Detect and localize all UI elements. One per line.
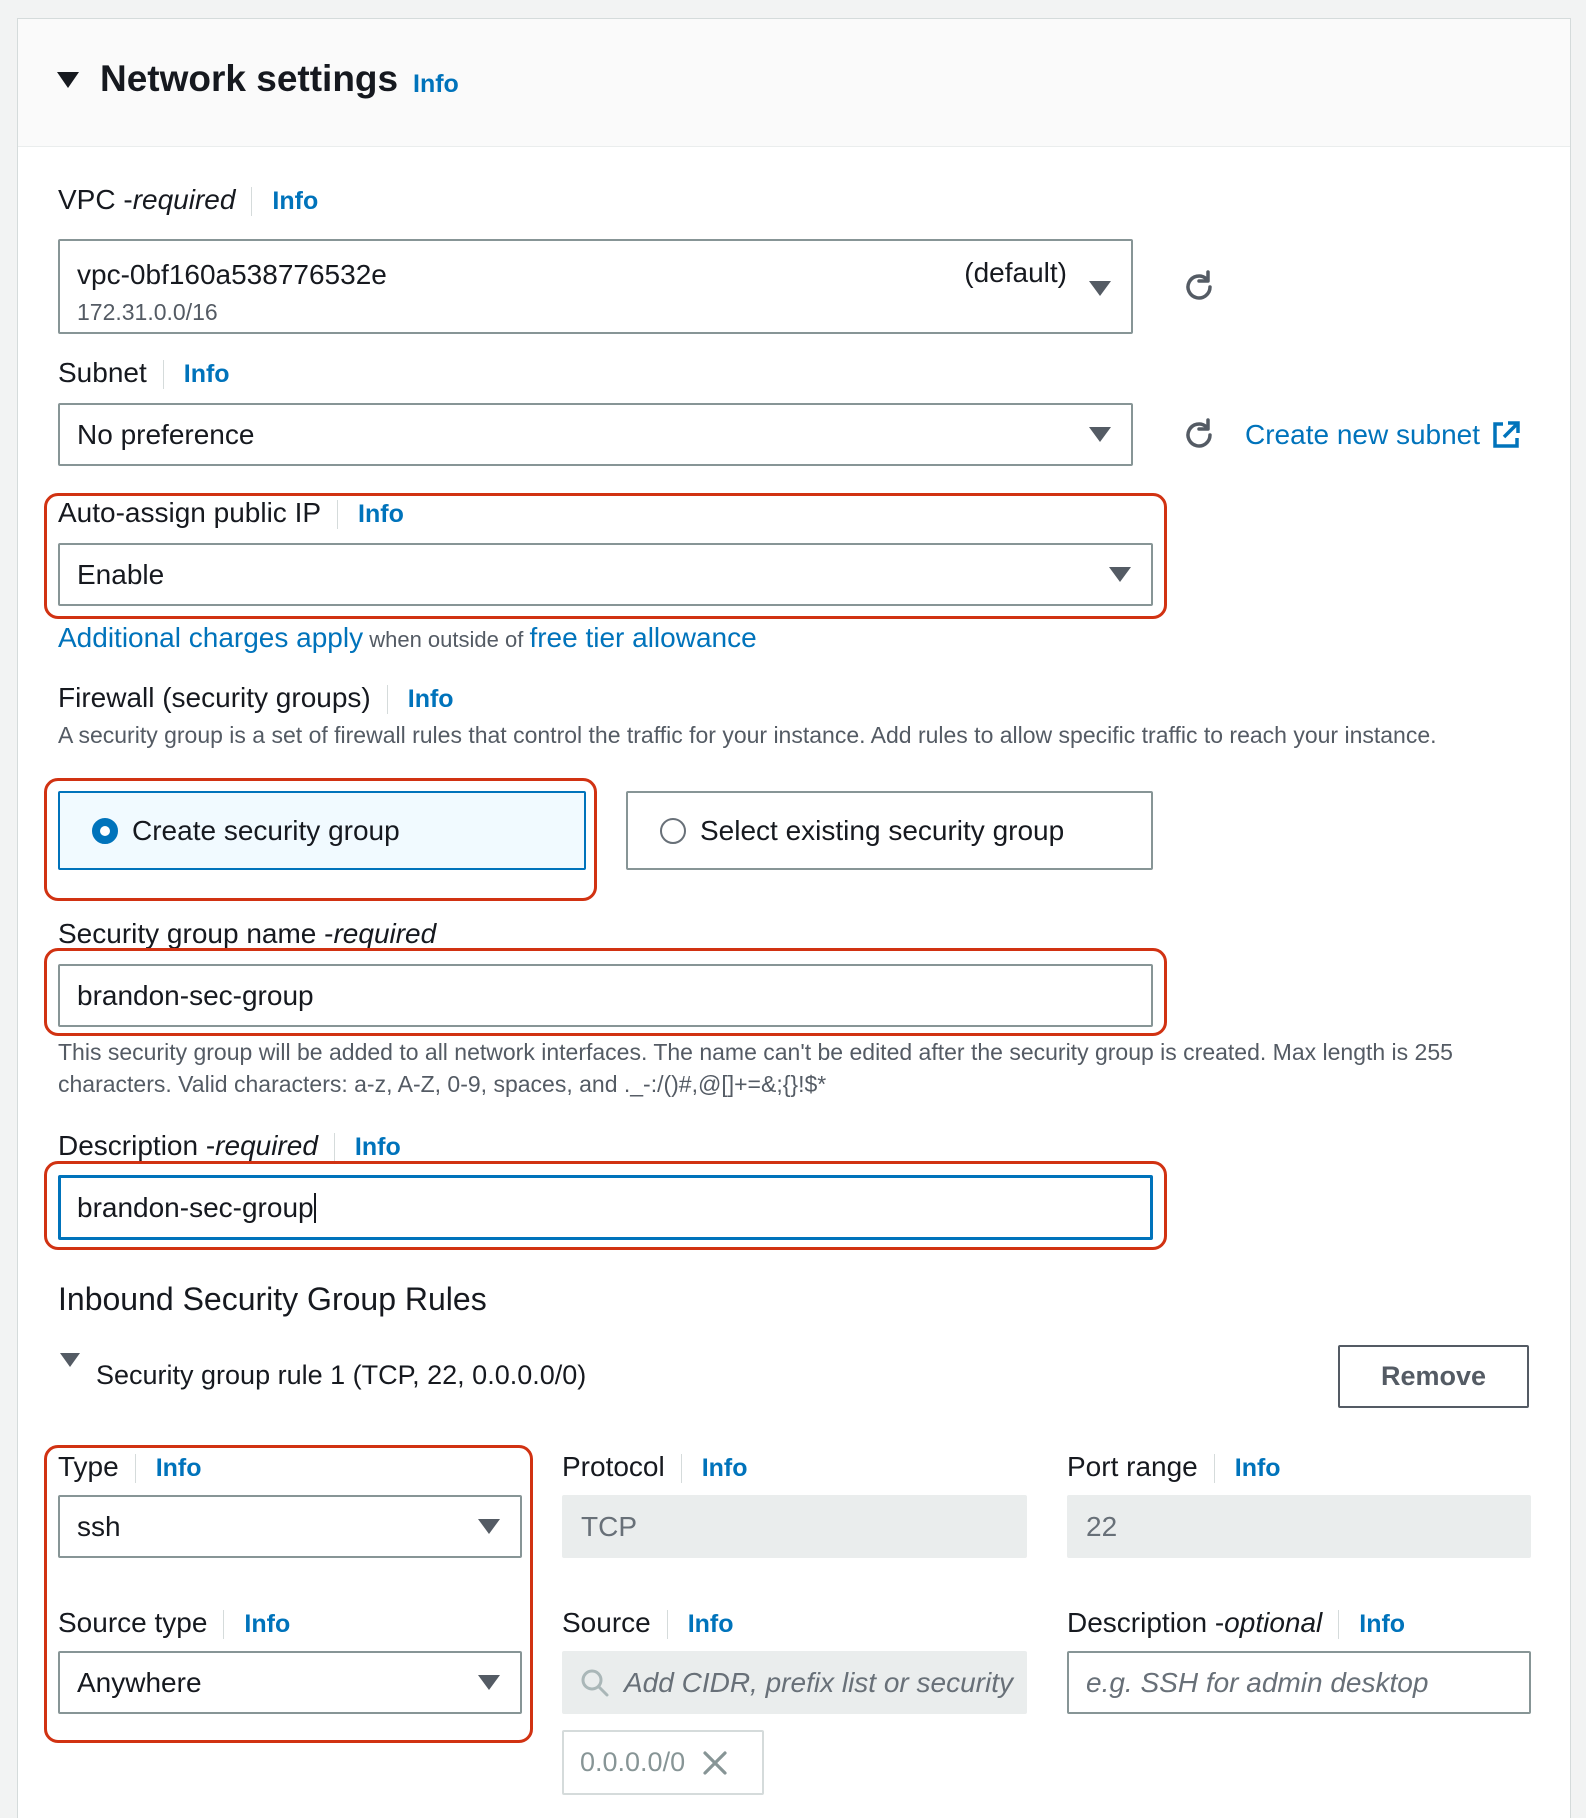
source-info-link[interactable]: Info — [667, 1610, 734, 1639]
radio-selected-icon[interactable] — [92, 818, 118, 844]
subnet-refresh-icon[interactable] — [1181, 417, 1217, 453]
subnet-select[interactable] — [58, 403, 1133, 466]
rule-description-info-link[interactable]: Info — [1338, 1610, 1405, 1639]
type-select-value: ssh — [77, 1510, 121, 1542]
create-security-group-option[interactable] — [58, 791, 586, 870]
port-range-info-link[interactable]: Info — [1214, 1454, 1281, 1483]
charges-note — [58, 622, 757, 654]
chevron-down-icon — [1109, 567, 1131, 582]
auto-ip-select[interactable] — [58, 543, 1153, 606]
auto-ip-info-link[interactable]: Info — [337, 500, 404, 529]
external-link-icon — [1490, 419, 1522, 451]
sg-name-input[interactable] — [58, 964, 1153, 1027]
chevron-down-icon — [478, 1675, 500, 1690]
sg-name-label-required: required — [333, 918, 437, 949]
vpc-label — [58, 184, 318, 216]
create-new-subnet-text[interactable]: Create new subnet — [1245, 419, 1481, 450]
type-info-link[interactable]: Info — [135, 1454, 202, 1483]
rule-description-placeholder: e.g. SSH for admin desktop — [1086, 1666, 1429, 1698]
radio-unselected-icon[interactable] — [660, 818, 686, 844]
description-label-required: required — [215, 1130, 318, 1161]
charges-note-text: when outside of — [363, 627, 530, 652]
port-range-value: 22 — [1086, 1510, 1118, 1542]
protocol-value: TCP — [581, 1510, 637, 1542]
vpc-default-tag: (default) — [964, 257, 1067, 288]
search-icon — [580, 1668, 610, 1698]
header-info-link[interactable]: Info — [413, 70, 459, 98]
rule-description-input[interactable] — [1067, 1651, 1531, 1714]
subnet-label-text: Subnet — [58, 357, 147, 388]
sg-name-value: brandon-sec-group — [77, 979, 314, 1011]
vpc-label-text: VPC - — [58, 184, 133, 215]
additional-charges-link[interactable]: Additional charges apply — [58, 622, 364, 653]
protocol-info-link[interactable]: Info — [681, 1454, 748, 1483]
subnet-label — [58, 357, 230, 389]
description-label — [58, 1130, 401, 1162]
type-label-text: Type — [58, 1451, 119, 1482]
protocol-field — [562, 1495, 1027, 1558]
vpc-cidr: 172.31.0.0/16 — [77, 299, 218, 325]
text-cursor — [314, 1193, 316, 1223]
free-tier-link[interactable]: free tier allowance — [529, 622, 757, 653]
chevron-down-icon — [478, 1519, 500, 1534]
collapse-caret-icon[interactable] — [57, 72, 79, 88]
vpc-select-value: vpc-0bf160a538776532e — [77, 259, 387, 290]
source-type-label-text: Source type — [58, 1607, 208, 1638]
port-range-label — [1067, 1451, 1281, 1483]
firewall-info-link[interactable]: Info — [387, 685, 454, 714]
firewall-label — [58, 682, 454, 714]
create-sg-label: Create security group — [132, 814, 400, 846]
source-type-select[interactable] — [58, 1651, 522, 1714]
subnet-select-value: No preference — [77, 418, 255, 450]
protocol-label-text: Protocol — [562, 1451, 665, 1482]
chevron-down-icon — [1089, 427, 1111, 442]
port-range-field — [1067, 1495, 1531, 1558]
source-label — [562, 1607, 734, 1639]
select-existing-security-group-option[interactable] — [626, 791, 1153, 870]
auto-ip-label-text: Auto-assign public IP — [58, 497, 322, 528]
rule-description-label — [1067, 1607, 1405, 1639]
section-title: Network settings — [100, 58, 399, 99]
sg-name-label — [58, 918, 436, 950]
close-icon[interactable] — [701, 1749, 729, 1777]
source-type-info-link[interactable]: Info — [223, 1610, 290, 1639]
source-type-label — [58, 1607, 290, 1639]
select-existing-sg-label: Select existing security group — [700, 814, 1065, 846]
vpc-info-link[interactable]: Info — [251, 187, 318, 216]
chevron-down-icon — [1089, 281, 1111, 296]
auto-ip-label — [58, 497, 404, 529]
source-search-input[interactable] — [562, 1651, 1027, 1714]
type-label — [58, 1451, 202, 1483]
vpc-refresh-icon[interactable] — [1181, 269, 1217, 305]
rule-title: Security group rule 1 (TCP, 22, 0.0.0.0/0) — [96, 1360, 587, 1390]
description-label-text: Description - — [58, 1130, 216, 1161]
source-type-select-value: Anywhere — [77, 1666, 202, 1698]
firewall-description: A security group is a set of firewall rules that control the traffic for your instance. Add rules to allow specific traffic to reach your instance. — [58, 722, 1437, 748]
inbound-rules-title: Inbound Security Group Rules — [58, 1281, 487, 1317]
subnet-info-link[interactable]: Info — [163, 360, 230, 389]
vpc-select[interactable] — [58, 239, 1133, 334]
source-placeholder: Add CIDR, prefix list or security — [624, 1666, 1013, 1698]
rule-description-label-text: Description - — [1067, 1607, 1225, 1638]
rule-expand-caret-icon[interactable] — [60, 1353, 80, 1367]
protocol-label — [562, 1451, 748, 1483]
vpc-label-required: required — [132, 184, 236, 215]
source-token-value: 0.0.0.0/0 — [580, 1747, 686, 1777]
sg-name-label-text: Security group name - — [58, 918, 334, 949]
remove-button[interactable]: Remove — [1338, 1345, 1529, 1408]
auto-ip-select-value: Enable — [77, 558, 165, 590]
type-select[interactable] — [58, 1495, 522, 1558]
sg-name-help: This security group will be added to all network interfaces. The name can't be edited after the security group is created. Max length is 255 characters. Valid characters: a-z, A-Z, 0-9, spaces, and ._-:/()#,@[]+=&;{}!$* — [58, 1039, 1453, 1097]
source-label-text: Source — [562, 1607, 651, 1638]
rule-description-optional: optional — [1224, 1607, 1323, 1638]
firewall-label-text: Firewall (security groups) — [58, 682, 371, 713]
source-token — [562, 1730, 764, 1795]
description-value: brandon-sec-group — [77, 1191, 314, 1223]
create-new-subnet-link[interactable] — [1245, 419, 1522, 451]
port-range-label-text: Port range — [1067, 1451, 1198, 1482]
description-info-link[interactable]: Info — [334, 1133, 401, 1162]
description-input[interactable] — [58, 1175, 1153, 1240]
